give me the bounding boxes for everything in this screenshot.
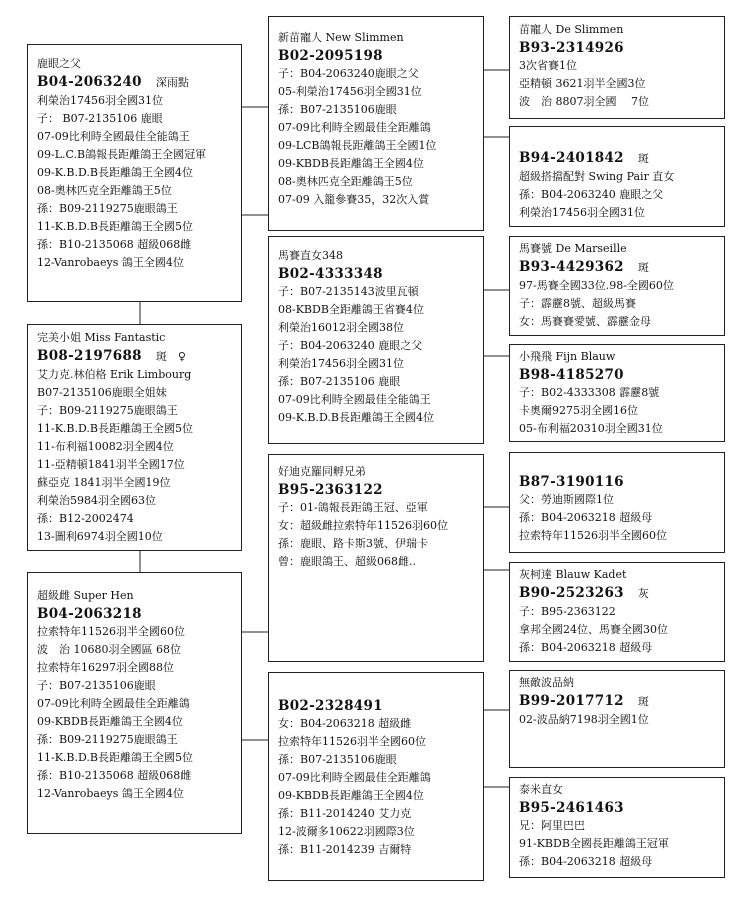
marseille-348-line: 孫：B07-2135106 鹿眼 [278, 375, 401, 388]
dam-line: 11-K.B.D.B長距離鴿王全國5位 [37, 422, 194, 435]
new-slimmen-line: 07-09比利時全國最佳全距離鴿 [278, 121, 431, 134]
super-hen-name: 超級雌 Super Hen [37, 589, 134, 602]
b95-2461463-card [509, 777, 725, 878]
b02-2328491-line: 09-KBDB長距離鴿王全國4位 [278, 789, 424, 802]
b95-2461463-line: 孫：B04-2063218 超級母 [519, 855, 653, 868]
new-slimmen-line: 09-LCB鴿報長距離鴿王全國1位 [278, 139, 437, 152]
marseille-348-line: 08-KBDB全距離鴿王省賽4位 [278, 303, 424, 316]
b02-2328491-line: 07-09比利時全國最佳全距離鴿 [278, 771, 431, 784]
b99-2017712-card [509, 670, 725, 768]
b94-2401842-line: 利榮治17456羽全國31位 [519, 206, 645, 219]
haodike-name: 好迪克羅同孵兄弟 [278, 465, 366, 478]
haodike-line: 孫：鹿眼、路卡斯3號、伊瑞卡 [278, 537, 428, 550]
fijn-blauw-ring-number: B98-4185270 [519, 367, 624, 383]
blauw-kadet-ring-number: B90-2523263 灰 [519, 585, 649, 601]
sire-line: 09-L.C.B鴿報長距離鴿王全國冠軍 [37, 148, 207, 161]
dam-name: 完美小姐 Miss Fantastic [37, 331, 166, 344]
dam-card [27, 324, 242, 551]
sire-tag: 深雨點 [155, 76, 189, 89]
de-marseille-details [519, 277, 716, 331]
marseille-348-line: 子：B07-2135143波里瓦頓 [278, 285, 419, 298]
blauw-kadet-name: 灰柯達 Blauw Kadet [519, 568, 627, 581]
b99-2017712-tag: 斑 [637, 695, 649, 708]
new-slimmen-ring-number: B02-2095198 [278, 48, 383, 64]
sire-card [27, 44, 242, 302]
marseille-348-line: 利榮治17456羽全國31位 [278, 357, 404, 370]
super-hen-line: 12-Vanrobaeys 鴿王全國4位 [37, 787, 184, 800]
sire-line: 孫：B10-2135068 超級068雌 [37, 238, 192, 251]
de-slimmen-details [519, 57, 716, 111]
new-slimmen-line: 子：B04-2063240鹿眼之父 [278, 67, 419, 80]
sire-details [37, 92, 233, 272]
blauw-kadet-line: 孫：B04-2063218 超級母 [519, 641, 653, 654]
b95-2461463-name: 泰米直女 [519, 783, 563, 796]
blauw-kadet-details [519, 603, 716, 657]
fijn-blauw-card [509, 344, 725, 442]
fijn-blauw-name: 小飛飛 Fijn Blauw [519, 350, 616, 363]
b99-2017712-ring-number: B99-2017712 斑 [519, 693, 649, 709]
new-slimmen-line: 08-奧林匹克全距離鴿王5位 [278, 175, 413, 188]
new-slimmen-line: 05-利榮治17456羽全國31位 [278, 85, 422, 98]
sire-line: 12-Vanrobaeys 鴿王全國4位 [37, 256, 184, 269]
b94-2401842-ring-number: B94-2401842 斑 [519, 150, 649, 166]
b87-3190116-line: 孫：B04-2063218 超級母 [519, 511, 653, 524]
haodike-line: 女：超級雌拉索特年11526羽60位 [278, 519, 448, 532]
blauw-kadet-line: 子：B95-2363122 [519, 605, 616, 618]
fijn-blauw-line: 卡奧爾9275羽全國16位 [519, 404, 638, 417]
b99-2017712-name: 無敵波品納 [519, 676, 574, 689]
de-marseille-tag: 斑 [637, 261, 649, 274]
haodike-ring-number: B95-2363122 [278, 482, 383, 498]
sire-line: 07-09比利時全國最佳全能鴿王 [37, 130, 190, 143]
b95-2461463-ring-number: B95-2461463 [519, 800, 624, 816]
blauw-kadet-card [509, 562, 725, 662]
new-slimmen-line: 09-KBDB長距離鴿王全國4位 [278, 157, 424, 170]
sire-line: 孫：B09-2119275鹿眼鴿王 [37, 202, 178, 215]
super-hen-card [27, 572, 242, 834]
b99-2017712-details [519, 711, 716, 729]
dam-ring-number: B08-2197688 斑 ♀ [37, 348, 186, 364]
b02-2328491-line: 拉索特年11526羽半全國60位 [278, 735, 426, 748]
dam-line: 子：B09-2119275鹿眼鴿王 [37, 404, 178, 417]
new-slimmen-line: 孫：B07-2135106鹿眼 [278, 103, 397, 116]
b95-2461463-line: 91-KBDB全國長距離鴿王冠軍 [519, 837, 669, 850]
b95-2461463-line: 兄：阿里巴巴 [519, 819, 585, 832]
de-marseille-line: 子：霹靂8號、超級馬賽 [519, 297, 636, 310]
b95-2461463-details [519, 817, 716, 871]
haodike-line: 子：01-鴿報長距鴿王冠、亞軍 [278, 501, 428, 514]
de-slimmen-card [509, 16, 725, 119]
b94-2401842-tag: 斑 [637, 152, 649, 165]
b99-2017712-line: 02-波品納7198羽全國1位 [519, 713, 649, 726]
new-slimmen-details [278, 65, 475, 209]
marseille-348-name: 馬賽直女348 [278, 249, 343, 262]
haodike-details [278, 499, 475, 571]
blauw-kadet-line: 拿邦全國24位、馬賽全國30位 [519, 623, 668, 636]
haodike-card [268, 454, 484, 662]
b02-2328491-line: 12-波爾多10622羽國際3位 [278, 825, 415, 838]
dam-line: 13-圖利6974羽全國10位 [37, 530, 163, 543]
dam-line: 11-布利福10082羽全國4位 [37, 440, 174, 453]
b02-2328491-card [268, 672, 484, 881]
b87-3190116-details [519, 491, 716, 545]
haodike-line: 曾：鹿眼鴿王、超級068雌.. [278, 555, 416, 568]
marseille-348-line: 09-K.B.D.B長距離鴿王全國4位 [278, 411, 435, 424]
super-hen-line: 09-KBDB長距離鴿王全國4位 [37, 715, 183, 728]
new-slimmen-line: 07-09 入籠參賽35，32次入賞 [278, 193, 430, 206]
fijn-blauw-line: 05-布利福20310羽全國31位 [519, 422, 663, 435]
super-hen-details [37, 623, 233, 803]
new-slimmen-name: 新苗寵人 New Slimmen [278, 31, 404, 44]
dam-tag: 斑 ♀ [155, 350, 186, 363]
b02-2328491-ring-number: B02-2328491 [278, 698, 383, 714]
super-hen-line: 波 治 10680羽全國區 68位 [37, 643, 181, 656]
sire-line: 09-K.B.D.B長距離鴿王全國4位 [37, 166, 194, 179]
marseille-348-details [278, 283, 475, 427]
b02-2328491-details [278, 715, 475, 859]
marseille-348-line: 利榮治16012羽全國38位 [278, 321, 404, 334]
dam-line: B07-2135106鹿眼全姐妹 [37, 386, 167, 399]
new-slimmen-card [268, 16, 484, 231]
b94-2401842-details [519, 168, 716, 222]
b02-2328491-line: 女：B04-2063218 超級雌 [278, 717, 412, 730]
b02-2328491-line: 孫：B11-2014239 吉爾特 [278, 843, 412, 856]
de-slimmen-line: 亞精頓 3621羽半全國3位 [519, 77, 646, 90]
super-hen-line: 子：B07-2135106鹿眼 [37, 679, 156, 692]
de-slimmen-line: 波 治 8807羽全國 7位 [519, 95, 649, 108]
marseille-348-line: 07-09比利時全國最佳全能鴿王 [278, 393, 431, 406]
b87-3190116-line: 父：勞迪斯國際1位 [519, 493, 614, 506]
b94-2401842-line: 孫：B04-2063240 鹿眼之父 [519, 188, 664, 201]
de-marseille-name: 馬賽號 De Marseille [519, 242, 627, 255]
dam-line: 11-亞精頓1841羽半全國17位 [37, 458, 185, 471]
b94-2401842-line: 超級搭擋配對 Swing Pair 直女 [519, 170, 675, 183]
b87-3190116-line: 拉索特年11526羽半全國60位 [519, 529, 667, 542]
sire-ring-number: B04-2063240 深雨點 [37, 74, 189, 90]
b02-2328491-line: 孫：B11-2014240 艾力克 [278, 807, 412, 820]
sire-line: 08-奧林匹克全距離鴿王5位 [37, 184, 172, 197]
marseille-348-line: 子：B04-2063240 鹿眼之父 [278, 339, 423, 352]
de-marseille-line: 女：馬賽賽愛號、霹靂金母 [519, 315, 651, 328]
sire-line: 11-K.B.D.B長距離鴿王全國5位 [37, 220, 194, 233]
b02-2328491-line: 孫：B07-2135106鹿眼 [278, 753, 397, 766]
de-slimmen-line: 3次省賽1位 [519, 59, 577, 72]
fijn-blauw-details [519, 384, 716, 438]
super-hen-line: 孫：B09-2119275鹿眼鴿王 [37, 733, 178, 746]
super-hen-line: 孫：B10-2135068 超級068雌 [37, 769, 192, 782]
blauw-kadet-tag: 灰 [637, 587, 649, 600]
sire-name: 鹿眼之父 [37, 57, 81, 70]
dam-line: 孫：B12-2002474 [37, 512, 134, 525]
sire-line: 子： B07-2135106 鹿眼 [37, 112, 163, 125]
de-marseille-card [509, 236, 725, 336]
sire-line: 利榮治17456羽全國31位 [37, 94, 163, 107]
de-slimmen-name: 苗寵人 De Slimmen [519, 23, 624, 36]
b94-2401842-card [509, 126, 725, 227]
super-hen-line: 拉索特年11526羽半全國60位 [37, 625, 185, 638]
marseille-348-ring-number: B02-4333348 [278, 266, 383, 282]
super-hen-line: 拉索特年16297羽全國88位 [37, 661, 174, 674]
de-slimmen-ring-number: B93-2314926 [519, 40, 624, 56]
fijn-blauw-line: 子：B02-4333308 霹靂8號 [519, 386, 660, 399]
super-hen-ring-number: B04-2063218 [37, 606, 142, 622]
super-hen-line: 11-K.B.D.B長距離鴿王全國5位 [37, 751, 194, 764]
dam-line: 艾力克.林伯格 Erik Limbourg [37, 368, 192, 381]
dam-line: 蘇亞克 1841羽半全國19位 [37, 476, 171, 489]
de-marseille-ring-number: B93-4429362 斑 [519, 259, 649, 275]
marseille-348-card [268, 236, 484, 444]
super-hen-line: 07-09比利時全國最佳全距離鴿 [37, 697, 190, 710]
b87-3190116-ring-number: B87-3190116 [519, 474, 624, 490]
b87-3190116-card [509, 452, 725, 553]
dam-line: 利榮治5984羽全國63位 [37, 494, 156, 507]
dam-details [37, 366, 233, 546]
de-marseille-line: 97-馬賽全國33位.98-全國60位 [519, 279, 674, 292]
